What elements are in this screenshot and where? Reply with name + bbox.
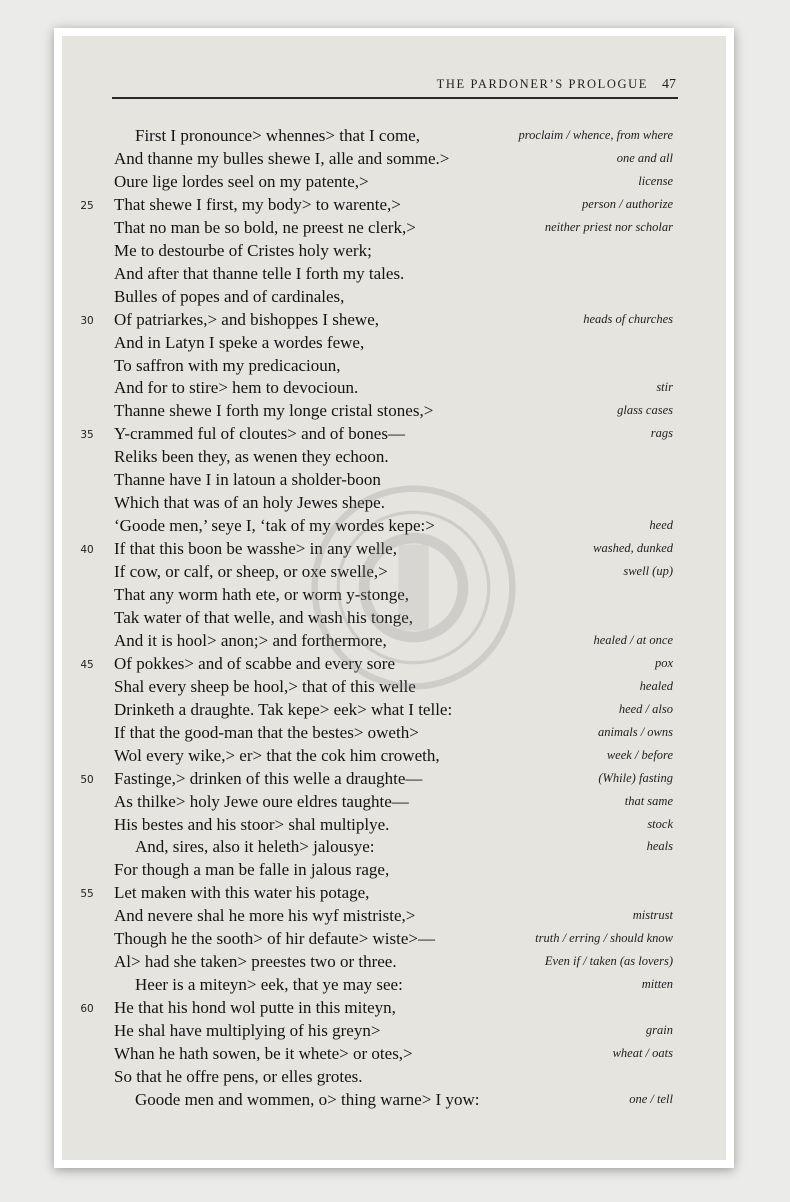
gloss-note: week / before [606,747,673,762]
verse-line [0,468,790,491]
gloss-note: (While) fasting [598,770,673,785]
verse-text: Goode men and wommen, o˃ thing warne˃ I yow: [135,1089,480,1109]
verse-text: Bulles of popes and of cardinales, [114,286,345,306]
verse-text: Al˃ had she taken˃ preestes two or three. [114,952,397,972]
running-header [437,77,676,93]
page-number: 47 [662,77,676,92]
verse-line [0,652,790,675]
line-number: 60 [80,1003,94,1016]
header-title: THE PARDONER’S PROLOGUE [436,77,648,91]
verse-line [0,1042,790,1065]
gloss-note: mitten [641,977,673,992]
verse-line [0,331,790,354]
verse-line [0,721,790,744]
verse-text: Thanne have I in latoun a sholder-boon [114,470,381,490]
verse-text: And thanne my bulles shewe I, alle and somme.˃ [114,148,450,168]
verse-text: Y-crammed ful of cloutes˃ and of bones— [114,424,405,444]
verse-text: And after that thanne telle I forth my tales. [114,263,405,283]
verse-line [0,491,790,514]
verse-line [0,996,790,1019]
gloss-note: stock [647,816,673,831]
verse-line [0,904,790,927]
verse-line [0,629,790,652]
verse-line [0,698,790,721]
verse-text: ‘Goode men,’ seye I, ‘tak of my wordes kepe:˃ [114,516,435,536]
verse-text: Oure lige lordes seel on my patente,˃ [114,171,369,191]
verse-line [0,170,790,193]
line-number: 35 [80,429,94,442]
verse-text: Let maken with this water his potage, [114,883,370,903]
verse-line [0,354,790,377]
verse-line [0,606,790,629]
verse-line [0,560,790,583]
gloss-note: proclaim / whence, from where [518,128,673,142]
verse-text: That any worm hath ete, or worm y-stonge, [114,585,410,604]
gloss-note: healed / at once [593,632,673,647]
gloss-note: pox [654,655,673,670]
gloss-note: animals / owns [597,724,673,739]
gloss-note: person / authorize [582,196,673,211]
verse-line [0,262,790,285]
verse-line [0,1088,790,1111]
line-number: 50 [80,773,94,786]
verse-line [0,583,790,606]
verse-line [0,308,790,331]
verse-line [0,767,790,790]
verse-line [0,193,790,216]
gloss-note: heed / also [618,701,673,716]
line-number: 45 [80,658,94,671]
verse-text: Of pokkes˃ and of scabbe and every sore [114,653,396,673]
gloss-note: Even if / taken (as lovers) [544,954,673,969]
verse-text: That shewe I first, my body˃ to warente,˃ [114,194,401,214]
gloss-note: glass cases [617,403,673,418]
verse-text: Tak water of that welle, and wash his tonge, [114,607,414,627]
verse-line [0,881,790,904]
gloss-note: heed [649,518,673,533]
line-number: 55 [80,888,94,901]
gloss-note: heals [646,839,673,854]
verse-text: Me to destourbe of Cristes holy werk; [114,240,372,260]
verse-text: To saffron with my predicacioun, [114,355,341,375]
gloss-note: one and all [616,150,673,165]
verse-text: If that this boon be wasshe˃ in any welle, [114,539,397,559]
verse-line [0,285,790,308]
verse-line [0,514,790,537]
gloss-note: grain [645,1023,673,1038]
verse-line [0,124,790,147]
verse-text: His bestes and his stoor˃ shal multiplye. [114,814,390,834]
verse-line [0,445,790,468]
verse-text: Wol every wike,˃ er˃ that the cok him croweth, [114,745,440,765]
verse-line [0,790,790,813]
verse-text: He shal have multiplying of his greyn˃ [114,1021,381,1041]
verse-text: Thanne shewe I forth my longe cristal stones,˃ [114,401,434,421]
verse-text: And for to stire˃ hem to devocioun. [114,378,359,398]
verse-text: As thilke˃ holy Jewe oure eldres taughte— [114,791,409,811]
verse-line [0,422,790,445]
verse-text: Though he the sooth˃ of hir defaute˃ wiste˃— [114,929,435,949]
gloss-note: truth / erring / should know [535,931,673,946]
verse-text: He that his hond wol putte in this miteyn, [114,998,396,1018]
verse-text: So that he offre pens, or elles grotes. [114,1066,363,1086]
verse-text: First I pronounce˃ whennes˃ that I come, [135,126,420,145]
verse-line [0,973,790,996]
gloss-note: heads of churches [583,311,673,326]
verse-line [0,1019,790,1042]
line-number: 30 [80,314,94,327]
verse-line [0,675,790,698]
gloss-note: one / tell [629,1091,673,1106]
verse-line [0,147,790,170]
verse-text: Of patriarkes,˃ and bishoppes I shewe, [114,309,379,329]
verse-text: If cow, or calf, or sheep, or oxe swelle,˃ [114,562,388,582]
verse-line [0,858,790,881]
gloss-note: wheat / oats [612,1046,673,1060]
verse-text: Heer is a miteyn˃ eek, that ye may see: [135,975,403,995]
gloss-note: that same [624,793,673,808]
verse-text: Reliks been they, as wenen they echoon. [114,447,389,467]
verse-line [0,950,790,973]
verse-line [0,216,790,239]
verse-line [0,239,790,262]
gloss-note: mistrust [632,908,673,923]
verse-text: Fastinge,˃ drinken of this welle a draughte— [114,768,423,788]
gloss-note: license [638,173,673,188]
verse-text: And, sires, also it heleth˃ jalousye: [135,837,375,857]
verse-text: If that the good-man that the bestes˃ oweth˃ [114,722,419,742]
verse-line [0,376,790,399]
gloss-note: neither priest nor scholar [544,219,673,234]
gloss-note: stir [656,380,673,395]
line-number: 40 [80,544,94,557]
verse-text: For though a man be falle in jalous rage, [114,860,390,880]
verse-text: Drinketh a draughte. Tak kepe˃ eek˃ what I telle: [114,699,453,719]
header-rule [112,97,678,99]
gloss-note: healed [639,678,673,693]
verse-text: And nevere shal he more his wyf mistriste,˃ [114,906,416,926]
verse-line [0,399,790,422]
verse-text: That no man be so bold, ne preest ne clerk,˃ [114,217,416,237]
verse-line [0,813,790,836]
gloss-note: washed, dunked [593,541,673,556]
gloss-note: swell (up) [623,564,673,579]
verse-text: Whan he hath sowen, be it whete˃ or otes,˃ [114,1044,413,1063]
verse-text: And it is hool˃ anon;˃ and forthermore, [114,630,387,650]
verse-text: Shal every sheep be hool,˃ that of this welle [114,676,416,696]
gloss-note: rags [650,426,673,441]
verse-line [0,537,790,560]
verse-text: And in Latyn I speke a wordes fewe, [114,332,365,352]
line-number: 25 [80,199,94,212]
verse-line [0,835,790,858]
verse-text: Which that was of an holy Jewes shepe. [114,493,385,513]
verse-line [0,744,790,767]
verse-line [0,1065,790,1088]
verse-line [0,927,790,950]
